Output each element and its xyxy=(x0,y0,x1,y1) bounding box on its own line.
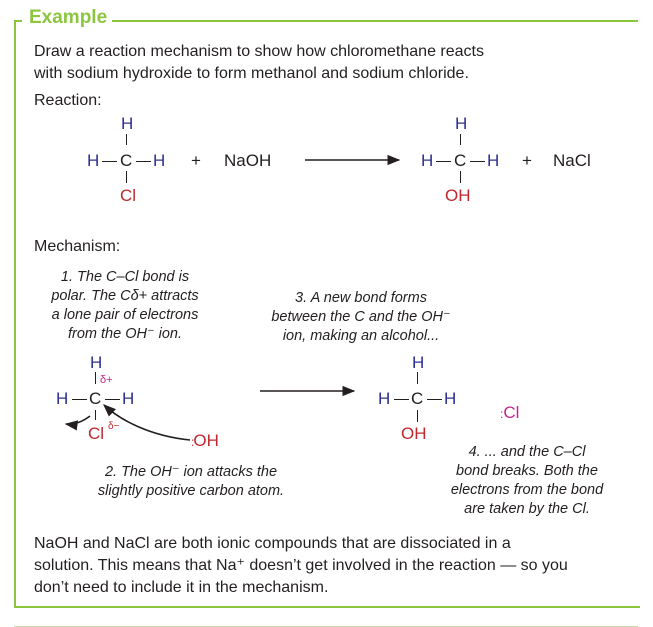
lone-pair-dots: : xyxy=(191,435,194,449)
atom-h: H xyxy=(378,389,391,408)
caption-line: between the C and the OH⁻ xyxy=(271,309,451,325)
mechanism-label: Mechanism: xyxy=(34,238,121,255)
caption-line: are taken by the Cl. xyxy=(464,501,590,517)
atom-h: H xyxy=(444,389,457,408)
chloride-label: Cl xyxy=(503,403,520,422)
caption-line: a lone pair of electrons xyxy=(51,307,199,323)
atom-h: H xyxy=(87,151,100,170)
atom-h: H xyxy=(153,151,166,170)
caption-line: 4. ... and the C–Cl xyxy=(468,444,586,460)
example-heading: Example xyxy=(29,7,108,28)
atom-h: H xyxy=(412,353,425,372)
atom-h: H xyxy=(487,151,500,170)
atom-c: C xyxy=(89,389,102,408)
atom-h: H xyxy=(56,389,69,408)
caption-line: polar. The Cδ+ attracts xyxy=(51,288,199,304)
caption-line: 3. A new bond forms xyxy=(295,290,427,306)
caption-line: from the OH⁻ ion. xyxy=(67,326,183,342)
atom-h: H xyxy=(90,353,103,372)
reaction-label: Reaction: xyxy=(34,92,102,109)
delta-minus: δ− xyxy=(108,421,120,432)
group-oh: OH xyxy=(401,424,427,443)
reagent-naoh: NaOH xyxy=(224,151,272,170)
question-line: with sodium hydroxide to form methanol and sodium chloride. xyxy=(34,65,469,82)
footer-line: don’t need to include it in the mechanism. xyxy=(34,579,329,596)
plus-sign: + xyxy=(191,151,201,170)
lone-pair-dots: : xyxy=(500,407,504,421)
curly-arrow-bond-break xyxy=(66,416,90,424)
caption-line: 1. The C–Cl bond is xyxy=(60,269,190,285)
caption-line: bond breaks. Both the xyxy=(456,463,598,479)
delta-plus: δ+ xyxy=(100,374,113,386)
atom-c: C xyxy=(411,389,424,408)
atom-h: H xyxy=(121,114,134,133)
caption-line: slightly positive carbon atom. xyxy=(97,483,285,499)
caption-line: electrons from the bond xyxy=(450,482,604,498)
group-oh: OH xyxy=(445,186,471,205)
atom-cl: Cl xyxy=(88,424,105,443)
atom-c: C xyxy=(454,151,467,170)
footer-line: solution. This means that Na⁺ doesn’t get involved in the reaction — so you xyxy=(34,557,568,574)
atom-h: H xyxy=(122,389,135,408)
plus-sign: + xyxy=(522,151,532,170)
atom-c: C xyxy=(120,151,133,170)
atom-h: H xyxy=(455,114,468,133)
atom-h: H xyxy=(421,151,434,170)
caption-line: ion, making an alcohol... xyxy=(282,328,440,344)
atom-cl: Cl xyxy=(120,186,137,205)
caption-line: 2. The OH⁻ ion attacks the xyxy=(104,464,278,480)
question-line: Draw a reaction mechanism to show how chloromethane reacts xyxy=(34,43,484,60)
byproduct-nacl: NaCl xyxy=(553,151,591,170)
hydroxide-label: OH xyxy=(193,431,219,450)
footer-line: NaOH and NaCl are both ionic compounds that are dissociated in a xyxy=(34,535,511,552)
curly-arrow-attack xyxy=(104,405,190,440)
